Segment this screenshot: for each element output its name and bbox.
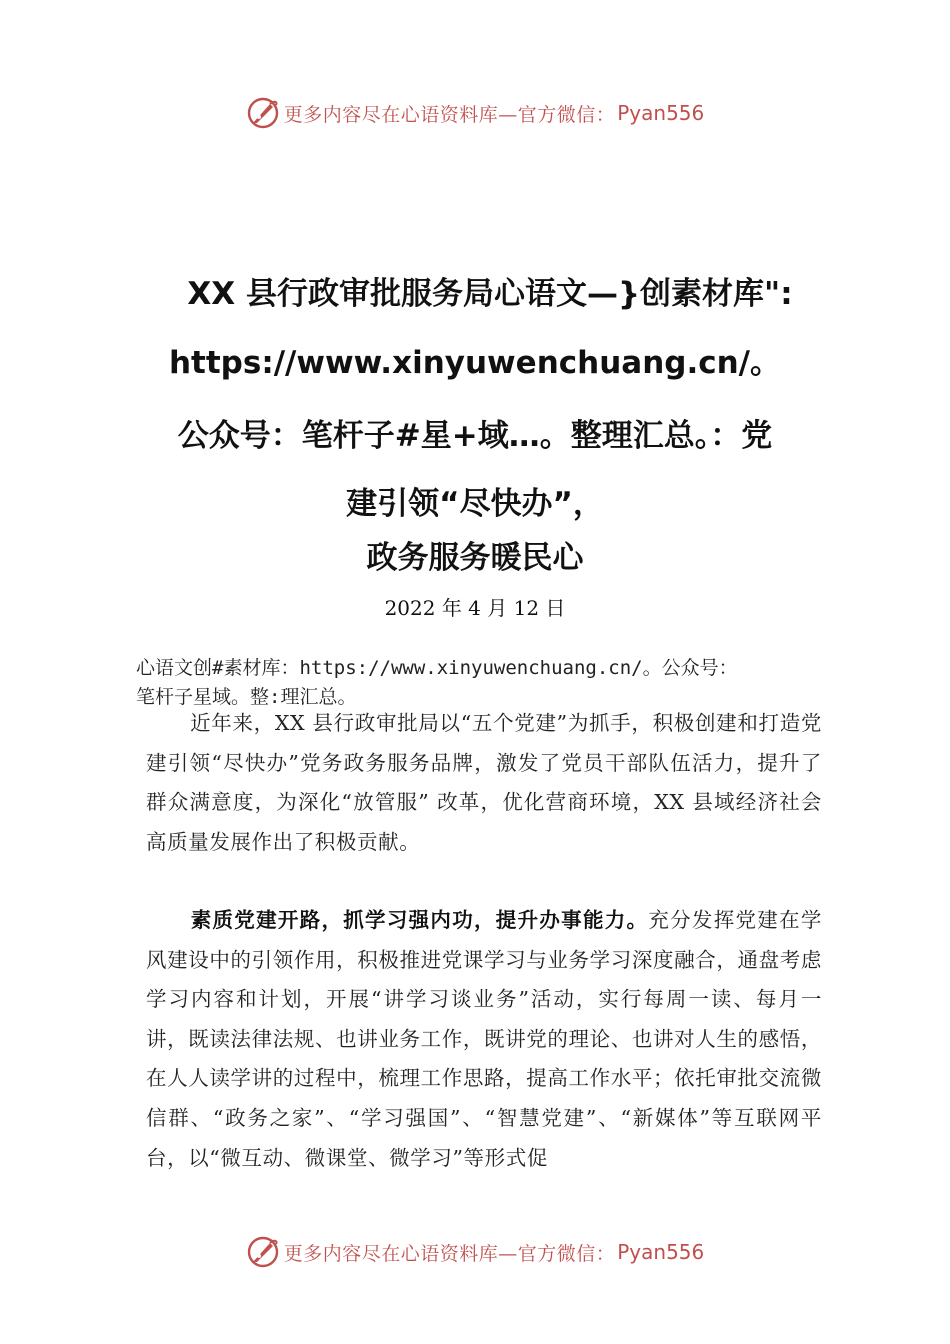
source-note-line-1: 心语文创#素材库：https://www.xinyuwenchuang.cn/。公众号：: [136, 657, 738, 679]
banner-text: 更多内容尽在心语资料库—官方微信：: [283, 103, 616, 126]
quill-pen-circle-logo-icon: [246, 1235, 280, 1269]
title-line-5: 政务服务暖民心: [366, 540, 584, 576]
title-line-3: 公众号：笔杆子#星+域…。整理汇总。：党: [177, 418, 773, 454]
banner-wechat-id: Pyan556: [617, 101, 705, 125]
document-date: 2022 年 4 月 12 日: [384, 596, 566, 620]
paragraph-heading: 素质党建开路，抓学习强内功，提升办事能力。: [190, 908, 649, 932]
body-paragraph-1: [146, 704, 822, 862]
title-line-1: XX 县行政审批服务局心语文—}创素材库":: [187, 276, 793, 312]
header-banner: [0, 93, 950, 133]
body-paragraph-1-text: 近年来，XX 县行政审批局以“五个党建”为抓手，积极创建和打造党建引领“尽快办”党务政务服务品牌，激发了党员干部队伍活力，提升了群众满意度，为深化“放管服” 改革，优化营商环境，XX 县域经济社会高质量发展作出了积极贡献。: [146, 711, 822, 854]
source-note-line-2: 笔杆子星域。整:理汇总。: [136, 686, 357, 708]
title-line-4: 建引领“尽快办”，: [346, 486, 604, 522]
body-paragraph-2: [146, 901, 822, 1178]
banner-text: 更多内容尽在心语资料库—官方微信：: [283, 1242, 616, 1265]
body-paragraph-2-text: 充分发挥党建在学风建设中的引领作用，积极推进党课学习与业务学习深度融合，通盘考虑学习内容和计划，开展“讲学习谈业务”活动，实行每周一读、每月一讲，既读法律法规、也讲业务工作，既讲党的理论、也讲对人生的感悟，在人人读学讲的过程中，梳理工作思路，提高工作水平；依托审批交流微信群、“政务之家”、“学习强国”、“智慧党建”、“新媒体”等互联网平台，以“微互动、微课堂、微学习”等形式促: [146, 908, 822, 1170]
footer-banner: [0, 1232, 950, 1272]
title-line-2: https://www.xinyuwenchuang.cn/。: [168, 345, 782, 381]
banner-wechat-id: Pyan556: [617, 1240, 705, 1264]
quill-pen-circle-logo-icon: [246, 96, 280, 130]
